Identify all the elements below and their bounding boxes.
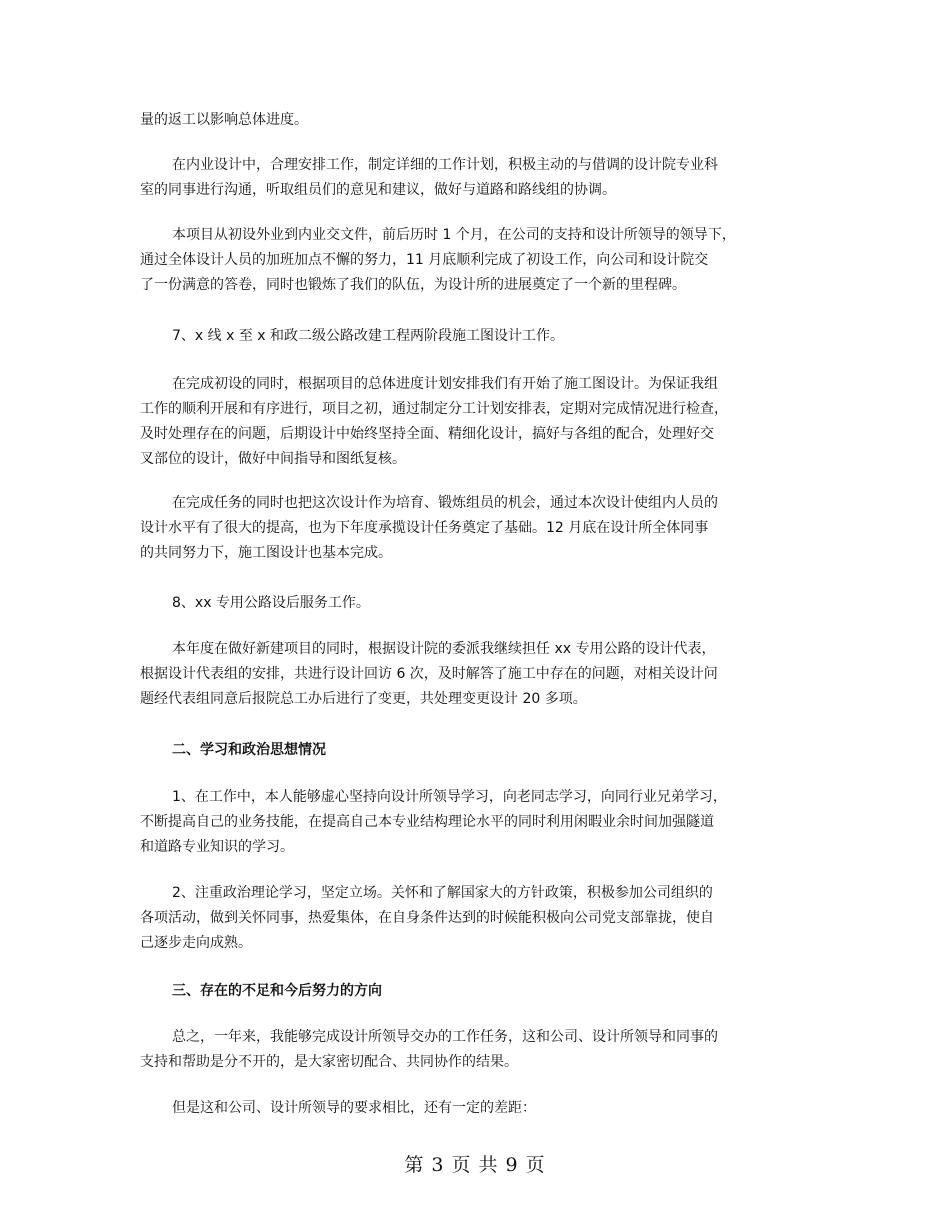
text-line: 但是这和公司、设计所领导的要求相比，还有一定的差距：	[172, 1100, 536, 1116]
text-line: 的共同努力下，施工图设计也基本完成。	[140, 545, 392, 561]
text-line: 在完成初设的同时，根据项目的总体进度计划安排我们有开始了施工图设计。为保证我组	[172, 376, 718, 392]
text-line: 总之，一年来，我能够完成设计所领导交办的工作任务，这和公司、设计所领导和同事的	[172, 1029, 718, 1045]
section-heading	[140, 979, 820, 1004]
text-line: 及时处理存在的问题，后期设计中始终坚持全面、精细化设计，搞好与各组的配合，处理好交	[140, 426, 714, 442]
text-line: 室的同事进行沟通，听取组员们的意见和建议，做好与道路和路线组的协调。	[140, 182, 616, 198]
paragraph	[140, 372, 820, 472]
text-line: 己逐步走向成熟。	[140, 935, 252, 951]
text-line: 叉部位的设计，做好中间指导和图纸复核。	[140, 451, 406, 467]
text-line: 在内业设计中，合理安排工作，制定详细的工作计划，积极主动的与借调的设计院专业科	[172, 157, 718, 173]
paragraph	[140, 223, 820, 298]
paragraph	[140, 881, 820, 956]
text-line: 通过全体设计人员的加班加点不懈的努力，11 月底顺利完成了初设工作，向公司和设计院交	[140, 252, 709, 268]
text-line: 题经代表组同意后报院总工办后进行了变更，共处理变更设计 20 多项。	[140, 691, 587, 707]
text-line: 1、在工作中，本人能够虚心坚持向设计所领导学习，向老同志学习，向同行业兄弟学习，	[172, 789, 727, 805]
paragraph	[140, 1025, 820, 1075]
text-line: 工作的顺利开展和有序进行，项目之初，通过制定分工计划安排表，定期对完成情况进行检查，	[140, 401, 728, 417]
text-line: 2、注重政治理论学习，坚定立场。关怀和了解国家大的方针政策，积极参加公司组织的	[172, 885, 713, 901]
text-line: 和道路专业知识的学习。	[140, 839, 294, 855]
list-item-heading	[140, 324, 820, 349]
page-number-footer: 第 3 页 共 9 页	[404, 1154, 546, 1176]
text-line: 7、x 线 x 至 x 和政二级公路改建工程两阶段施工图设计工作。	[172, 328, 565, 344]
text-line: 量的返工以影响总体进度。	[140, 112, 308, 128]
text-line: 三、存在的不足和今后努力的方向	[172, 983, 382, 999]
text-line: 根据设计代表组的安排，共进行设计回访 6 次，及时解答了施工中存在的问题，对相关设计问	[140, 666, 718, 682]
text-line: 不断提高自己的业务技能，在提高自己本专业结构理论水平的同时利用闲暇业余时间加强隧道	[140, 814, 714, 830]
text-line: 在完成任务的同时也把这次设计作为培育、锻炼组员的机会，通过本次设计使组内人员的	[172, 495, 718, 511]
text-line: 8、xx 专用公路设后服务工作。	[172, 595, 370, 611]
text-line: 本年度在做好新建项目的同时，根据设计院的委派我继续担任 xx 专用公路的设计代表，	[172, 641, 716, 657]
text-line: 二、学习和政治思想情况	[172, 742, 326, 758]
paragraph	[140, 108, 820, 133]
section-heading	[140, 738, 820, 763]
paragraph	[140, 785, 820, 860]
paragraph	[140, 491, 820, 566]
text-line: 设计水平有了很大的提高，也为下年度承揽设计任务奠定了基础。12 月底在设计所全体同事	[140, 520, 709, 536]
paragraph	[140, 1096, 820, 1121]
text-line: 本项目从初设外业到内业交文件，前后历时 1 个月，在公司的支持和设计所领导的领导下，	[172, 227, 736, 243]
text-line: 各项活动，做到关怀同事，热爱集体，在自身条件达到的时候能积极向公司党支部靠拢，使自	[140, 910, 714, 926]
paragraph	[140, 153, 820, 203]
list-item-heading	[140, 591, 820, 616]
paragraph	[140, 637, 820, 712]
text-line: 了一份满意的答卷，同时也锻炼了我们的队伍，为设计所的进展奠定了一个新的里程碑。	[140, 277, 686, 293]
text-line: 支持和帮助是分不开的，是大家密切配合、共同协作的结果。	[140, 1054, 518, 1070]
